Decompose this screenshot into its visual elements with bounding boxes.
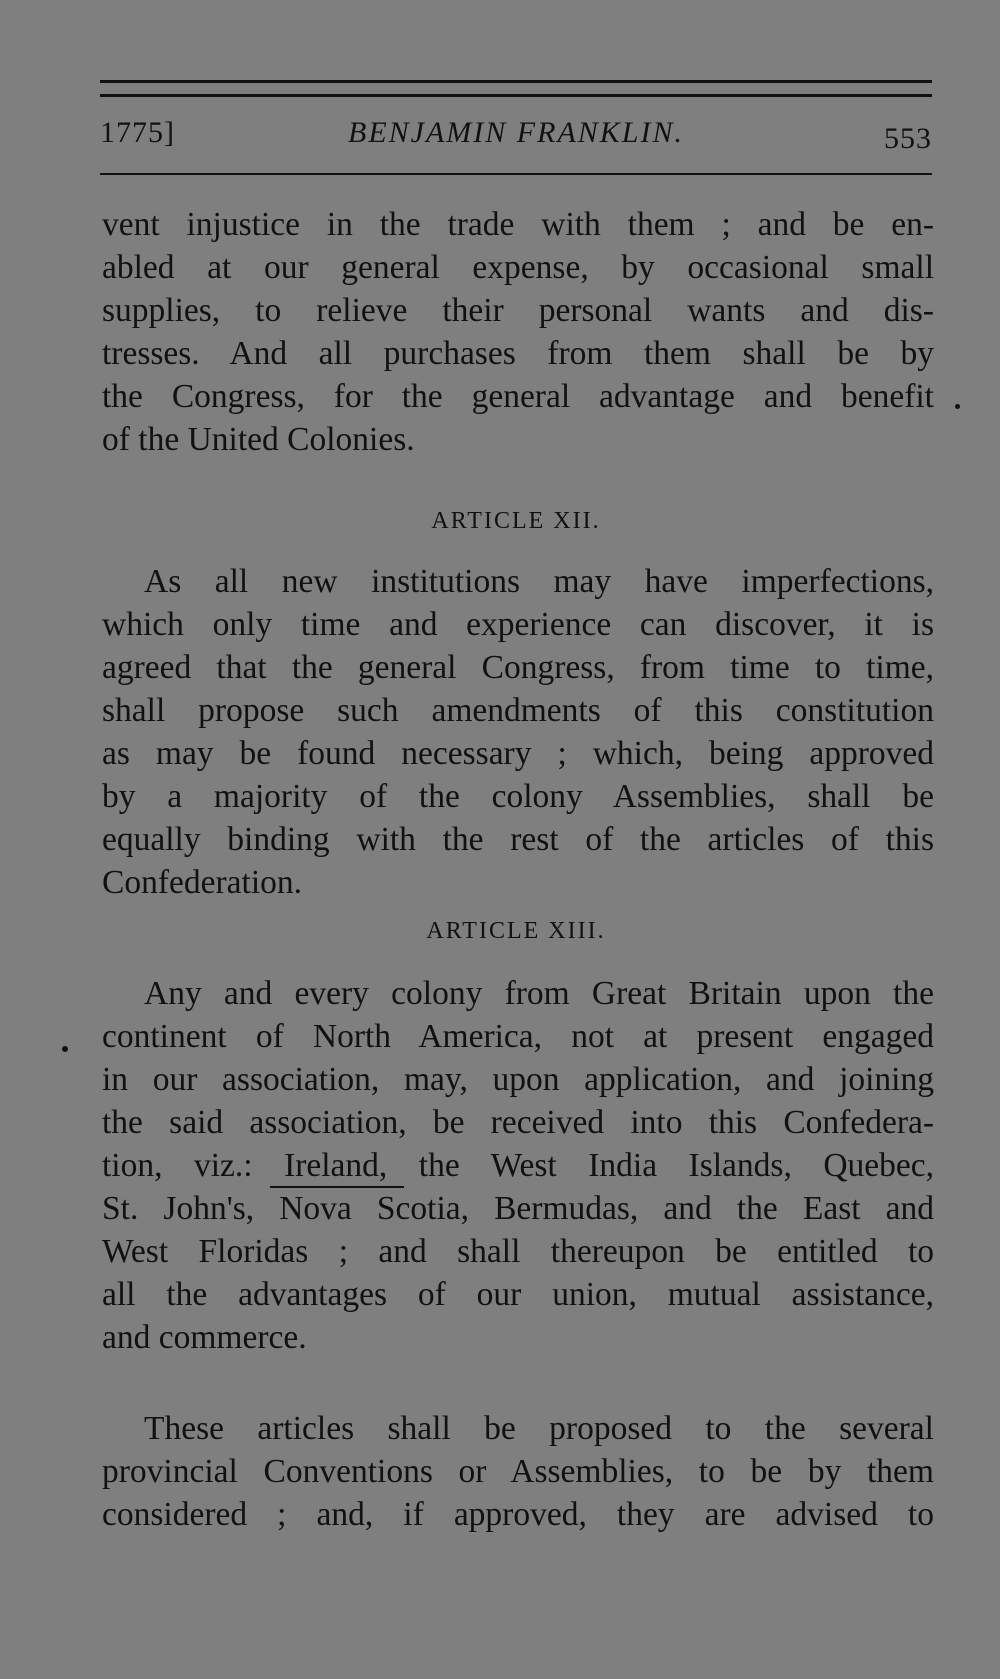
running-head-year: 1775]	[100, 116, 175, 149]
text-line: as may be found necessary ; which, being approved	[102, 735, 934, 772]
text-line: supplies, to relieve their personal wants and dis-	[102, 292, 934, 329]
text-line: shall propose such amendments of this constitution	[102, 692, 934, 729]
article-12-heading: ARTICLE XII.	[431, 508, 601, 534]
text-line: tion, viz.: Ireland, the West India Islands, Quebec,	[102, 1147, 934, 1184]
text-line: tresses. And all purchases from them shall be by	[102, 335, 934, 372]
text-line: all the advantages of our union, mutual assistance,	[102, 1276, 934, 1313]
text-line: As all new institutions may have imperfections,	[144, 563, 934, 600]
print-speck	[955, 404, 960, 409]
text-line: vent injustice in the trade with them ; and be en-	[102, 206, 934, 243]
article-13-heading: ARTICLE XIII.	[426, 918, 606, 944]
article-13-paragraph	[102, 972, 934, 1359]
text-line: in our association, may, upon application, and joining	[102, 1061, 934, 1098]
running-head	[100, 116, 932, 166]
text-line: considered ; and, if approved, they are advised to	[102, 1496, 934, 1533]
handwritten-underline	[270, 1186, 404, 1188]
text-line: St. John's, Nova Scotia, Bermudas, and the East and	[102, 1190, 934, 1227]
margin-mark	[62, 1046, 68, 1052]
header-double-rule-top	[100, 80, 932, 83]
text-line: the Congress, for the general advantage and benefit	[102, 378, 934, 415]
page-number: 553	[884, 122, 932, 155]
text-line: which only time and experience can discover, it is	[102, 606, 934, 643]
text-line: continent of North America, not at present engaged	[102, 1018, 934, 1055]
text-line: Any and every colony from Great Britain upon the	[144, 975, 934, 1012]
article-12-paragraph	[102, 560, 934, 904]
running-head-title: BENJAMIN FRANKLIN.	[348, 116, 684, 149]
text-line: of the United Colonies.	[102, 421, 415, 458]
text-line: These articles shall be proposed to the several	[144, 1410, 934, 1447]
header-underline-rule	[100, 173, 932, 175]
text-line: and commerce.	[102, 1319, 307, 1356]
closing-paragraph	[102, 1407, 934, 1536]
text-line: provincial Conventions or Assemblies, to be by them	[102, 1453, 934, 1490]
text-line: agreed that the general Congress, from time to time,	[102, 649, 934, 686]
text-line: abled at our general expense, by occasional small	[102, 249, 934, 286]
text-line: equally binding with the rest of the articles of this	[102, 821, 934, 858]
text-line: Confederation.	[102, 864, 303, 901]
text-line: by a majority of the colony Assemblies, shall be	[102, 778, 934, 815]
paragraph-continued	[102, 203, 934, 461]
header-double-rule-bottom	[100, 94, 932, 97]
text-line: West Floridas ; and shall thereupon be entitled to	[102, 1233, 934, 1270]
text-line: the said association, be received into this Confedera-	[102, 1104, 934, 1141]
